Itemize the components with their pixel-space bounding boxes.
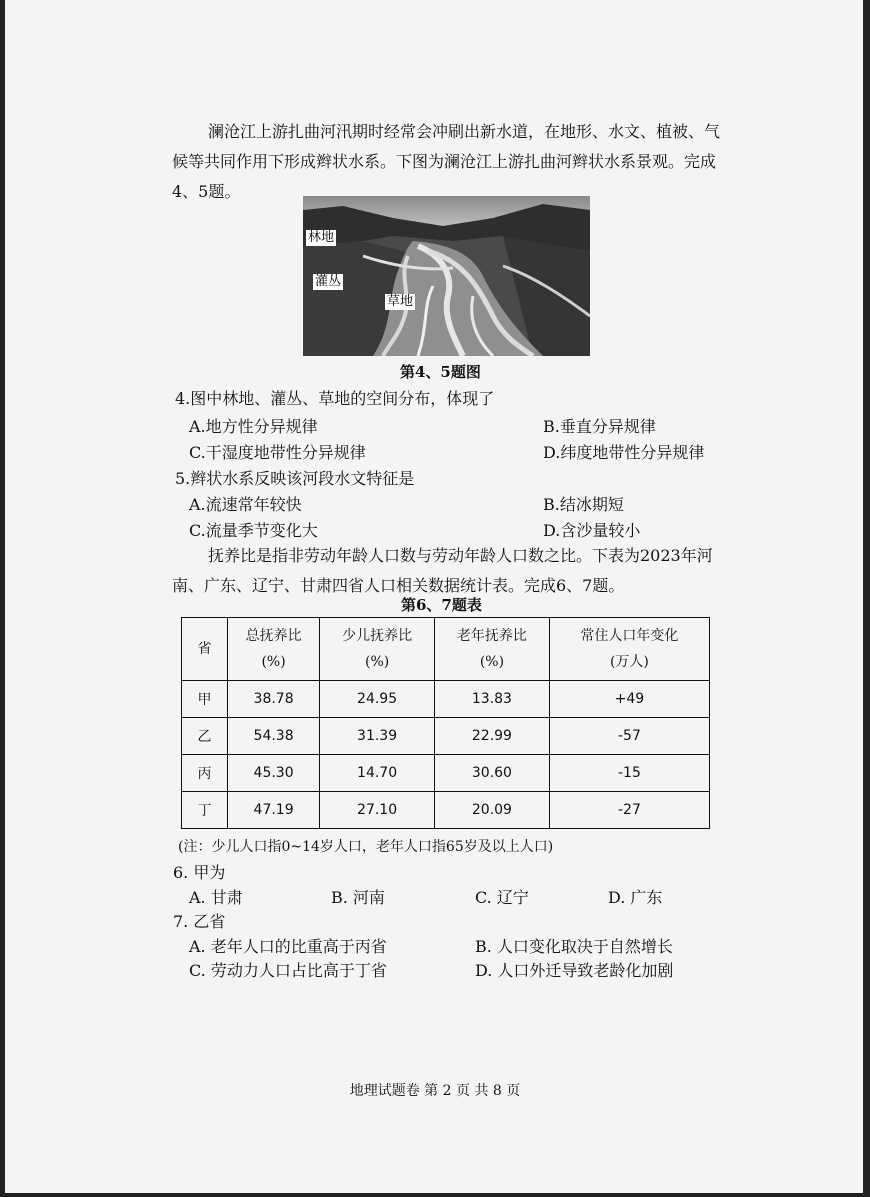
- col-child-ratio-label: 少儿抚养比: [342, 628, 413, 644]
- cell-province: 乙: [182, 718, 228, 755]
- col-child-ratio: [320, 618, 435, 681]
- question-5-stem: 5.辫状水系反映该河段水文特征是: [175, 469, 415, 488]
- dependency-ratio-table: [181, 617, 710, 829]
- label-forest: 林地: [308, 230, 335, 245]
- figure-caption: 第4、5题图: [400, 363, 481, 381]
- col-child-ratio-unit: (%): [364, 654, 390, 670]
- intro-paragraph-4-5: 澜沧江上游扎曲河汛期时经常会冲刷出新水道，在地形、水文、植被、气候等共同作用下形成辫状水系。下图为澜沧江上游扎曲河辫状水系景观。完成4、5题。: [172, 122, 721, 201]
- col-population-change-label: 常住人口年变化: [580, 628, 679, 644]
- q4-option-d: D.纬度地带性分异规律: [543, 443, 705, 462]
- label-grassland: 草地: [387, 294, 414, 309]
- cell-value: 38.78: [228, 681, 320, 718]
- col-elderly-ratio-label: 老年抚养比: [456, 628, 527, 644]
- scan-edge-bottom: [0, 1193, 870, 1197]
- col-population-change: [549, 618, 709, 681]
- cell-value: +49: [549, 681, 709, 718]
- q7-option-c: C. 劳动力人口占比高于丁省: [189, 961, 387, 980]
- cell-value: 30.60: [435, 755, 550, 792]
- q6-option-c: C. 辽宁: [475, 888, 529, 907]
- q4-option-a: A.地方性分异规律: [189, 417, 318, 436]
- q5-option-c: C.流量季节变化大: [189, 521, 318, 540]
- q5-option-a: A.流速常年较快: [189, 495, 302, 514]
- question-4-stem: 4.图中林地、灌丛、草地的空间分布，体现了: [175, 389, 495, 408]
- q5-option-d: D.含沙量较小: [543, 521, 641, 540]
- table-row: [182, 718, 710, 755]
- cell-value: 54.38: [228, 718, 320, 755]
- col-total-ratio-label: 总抚养比: [245, 628, 302, 644]
- cell-value: 22.99: [435, 718, 550, 755]
- q7-option-a: A. 老年人口的比重高于丙省: [189, 937, 387, 956]
- q6-option-b: B. 河南: [331, 888, 385, 907]
- table-row: [182, 792, 710, 829]
- q7-option-d: D. 人口外迁导致老龄化加剧: [475, 961, 674, 980]
- q4-option-b: B.垂直分异规律: [543, 417, 656, 436]
- cell-value: 14.70: [320, 755, 435, 792]
- col-total-ratio-unit: (%): [261, 654, 286, 670]
- table-row: [182, 681, 710, 718]
- page-footer: 地理试题卷 第 2 页 共 8 页: [349, 1083, 521, 1099]
- cell-province: 丁: [182, 792, 228, 829]
- col-province: 省: [182, 618, 228, 681]
- cell-value: 47.19: [228, 792, 320, 829]
- label-shrub: 灌丛: [315, 274, 342, 289]
- table-note: (注：少儿人口指0~14岁人口，老年人口指65岁及以上人口): [178, 839, 554, 855]
- scan-edge-left: [0, 0, 5, 1197]
- col-elderly-ratio-unit: (%): [479, 654, 505, 670]
- question-7-stem: 7. 乙省: [173, 912, 226, 931]
- cell-value: -57: [549, 718, 709, 755]
- braided-river-photo: [303, 196, 590, 356]
- col-total-ratio: [228, 618, 320, 681]
- cell-value: 45.30: [228, 755, 320, 792]
- col-population-change-unit: (万人): [609, 654, 649, 670]
- cell-value: 24.95: [320, 681, 435, 718]
- braided-river-image: [303, 196, 590, 356]
- question-6-stem: 6. 甲为: [173, 863, 226, 882]
- cell-value: 31.39: [320, 718, 435, 755]
- q7-option-b: B. 人口变化取决于自然增长: [475, 937, 673, 956]
- table-caption: 第6、7题表: [401, 596, 482, 614]
- scan-edge-right: [863, 0, 870, 1197]
- cell-province: 甲: [182, 681, 228, 718]
- cell-value: -27: [549, 792, 709, 829]
- q6-option-d: D. 广东: [608, 888, 663, 907]
- table-row: [182, 755, 710, 792]
- cell-value: 20.09: [435, 792, 550, 829]
- cell-value: -15: [549, 755, 709, 792]
- cell-value: 27.10: [320, 792, 435, 829]
- q5-option-b: B.结冰期短: [543, 495, 624, 514]
- intro-paragraph-6-7: 抚养比是指非劳动年龄人口数与劳动年龄人口数之比。下表为2023年河南、广东、辽宁、甘肃四省人口相关数据统计表。完成6、7题。: [172, 546, 713, 595]
- q6-option-a: A. 甘肃: [189, 888, 243, 907]
- cell-province: 丙: [182, 755, 228, 792]
- col-elderly-ratio: [435, 618, 550, 681]
- q4-option-c: C.干湿度地带性分异规律: [189, 443, 366, 462]
- cell-value: 13.83: [435, 681, 550, 718]
- table-header-row: [182, 618, 710, 681]
